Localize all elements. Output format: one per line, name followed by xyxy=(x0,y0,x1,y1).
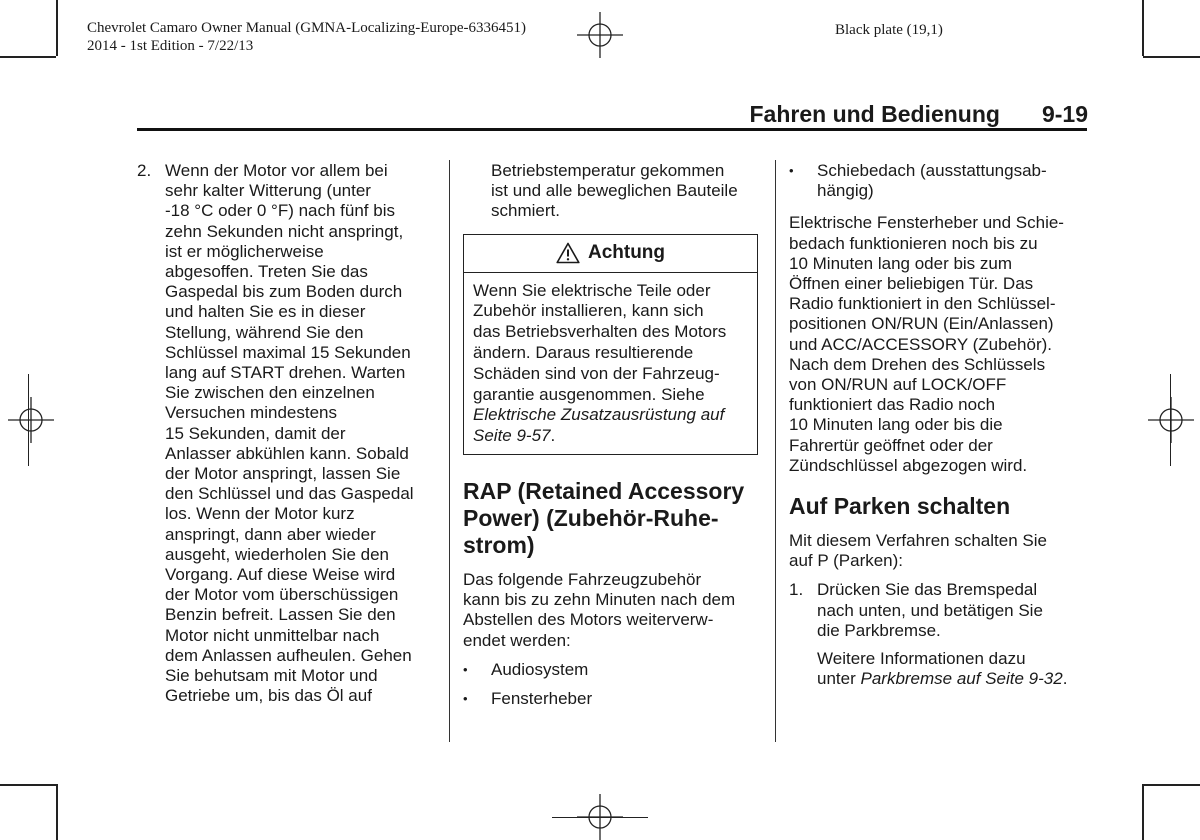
text-line: Sie behutsam mit Motor und xyxy=(165,666,378,686)
text-line: ausgeht, wiederholen Sie den xyxy=(165,544,389,564)
page-header xyxy=(750,101,1089,128)
crop-mark-bottom-left-v xyxy=(56,784,58,840)
text-line: von ON/RUN auf LOCK/OFF xyxy=(789,375,1007,395)
rap-paragraph xyxy=(789,213,1089,476)
text-line: Elektrische Fensterheber und Schie- xyxy=(789,213,1064,233)
text-line: Betriebstemperatur gekommen xyxy=(491,161,725,180)
crop-mark-top-right-h xyxy=(1143,56,1200,58)
column-divider-1 xyxy=(449,160,450,742)
bullet-text xyxy=(817,161,1089,201)
text-line: nach unten, und betätigen Sie xyxy=(817,600,1043,620)
text-line: Getriebe um, bis das Öl auf xyxy=(165,686,372,706)
text-line: die Parkbremse. xyxy=(817,620,941,640)
bullet-item xyxy=(463,660,763,680)
bullet-item xyxy=(463,689,763,709)
text-line: Drücken Sie das Bremspedal xyxy=(817,580,1038,600)
text-line: Zündschlüssel abgezogen wird. xyxy=(789,455,1028,475)
text-line: und ACC/ACCESSORY (Zubehör). xyxy=(789,334,1052,354)
text-line: Motor nicht unmittelbar nach xyxy=(165,625,380,645)
text-line: endet werden: xyxy=(463,630,571,650)
text-line xyxy=(817,669,1089,689)
text-line: -18 °C oder 0 °F) nach fünf bis xyxy=(165,201,395,221)
print-meta xyxy=(87,19,526,55)
warning-title: Achtung xyxy=(587,242,666,263)
bullet-text: Fensterheber xyxy=(491,689,593,708)
text-line: positionen ON/RUN (Ein/Anlassen) xyxy=(789,314,1054,334)
registration-side-mark-right xyxy=(1170,374,1171,466)
bullet-icon: • xyxy=(463,661,468,677)
column-3 xyxy=(789,161,1089,689)
warning-header xyxy=(464,235,757,273)
heading-line: Power) (Zubehör-Ruhe- xyxy=(463,504,719,531)
text-line: Sie zwischen den einzelnen xyxy=(165,383,375,403)
text-line: das Betriebsverhalten des Motors xyxy=(473,322,727,342)
crop-mark-top-left-h xyxy=(0,56,56,58)
text-line: Nach dem Drehen des Schlüssels xyxy=(789,354,1046,374)
text-line: auf P (Parken): xyxy=(789,551,904,571)
step-continuation xyxy=(463,161,763,222)
step-info xyxy=(789,649,1089,689)
text-line: Wenn Sie elektrische Teile oder xyxy=(473,280,711,300)
text-line: der Motor anspringt, lassen Sie xyxy=(165,464,401,484)
text-line: Fahrertür geöffnet oder der xyxy=(789,435,993,455)
punctuation: . xyxy=(550,426,556,446)
text-line: Versuchen mindestens xyxy=(165,403,337,423)
text-line: Schäden sind von der Fahrzeug- xyxy=(473,363,720,383)
plate-label: Black plate (19,1) xyxy=(835,22,943,38)
crop-mark-bottom-right-v xyxy=(1142,784,1144,840)
warning-triangle-icon xyxy=(556,242,580,264)
text-line: Vorgang. Auf diese Weise wird xyxy=(165,565,396,585)
text-line: abgesoffen. Treten Sie das xyxy=(165,262,368,282)
registration-mark-top-icon xyxy=(577,12,623,58)
print-meta-title: Chevrolet Camaro Owner Manual (GMNA-Localizing-Europe-6336451) xyxy=(87,20,527,36)
text-line: schmiert. xyxy=(491,201,560,221)
text-line: funktioniert das Radio noch xyxy=(789,395,996,415)
parken-intro xyxy=(789,531,1089,571)
text-line: 10 Minuten lang oder bis die xyxy=(789,415,1003,435)
text-line: und halten Sie es in dieser xyxy=(165,302,366,322)
step-number: 1. xyxy=(789,580,804,600)
text-line: bedach funktionieren noch bis zu xyxy=(789,233,1038,253)
bullet-text: Audiosystem xyxy=(491,659,589,679)
text-line: 15 Sekunden, damit der xyxy=(165,423,346,443)
warning-body xyxy=(464,273,757,454)
text-line: zehn Sekunden nicht anspringt, xyxy=(165,221,404,241)
text-line: Wenn der Motor vor allem bei xyxy=(165,161,388,180)
text-line: ist und alle beweglichen Bauteile xyxy=(491,181,738,201)
registration-mark-left-icon xyxy=(8,397,54,443)
bullet-icon: • xyxy=(463,691,468,706)
text-line: Abstellen des Motors weiterverw- xyxy=(463,610,714,630)
text-line: Gaspedal bis zum Boden durch xyxy=(165,282,403,302)
punctuation: . xyxy=(1062,669,1068,689)
cross-reference-link[interactable]: Elektrische Zusatzausrüstung auf xyxy=(473,405,725,425)
text-line: 10 Minuten lang oder bis zum xyxy=(789,253,1013,273)
text-prefix: unter xyxy=(817,669,861,689)
heading-line: strom) xyxy=(463,531,535,558)
bullet-item xyxy=(789,161,1089,201)
rap-intro xyxy=(463,570,763,651)
crop-mark-bottom-right-h xyxy=(1143,784,1200,786)
text-line: anspringt, dann aber wieder xyxy=(165,524,376,544)
registration-side-mark-bottom xyxy=(552,817,648,818)
text-line: Zubehör installieren, kann sich xyxy=(473,301,704,321)
text-line: ändern. Daraus resultierende xyxy=(473,343,694,362)
text-line: kann bis zu zehn Minuten nach dem xyxy=(463,590,736,610)
step-1 xyxy=(789,580,1089,641)
text-line: Anlasser abkühlen kann. Sobald xyxy=(165,443,409,463)
text-line: Schiebedach (ausstattungsab- xyxy=(817,161,1047,180)
heading-line: RAP (Retained Accessory xyxy=(463,477,745,504)
step-number: 2. xyxy=(137,161,152,180)
registration-side-mark-left xyxy=(28,374,29,466)
crop-mark-bottom-left-h xyxy=(0,784,56,786)
page-number: 9-19 xyxy=(1041,101,1088,127)
section-heading-parken: Auf Parken schalten xyxy=(789,493,1011,520)
text-line: dem Anlassen aufheulen. Gehen xyxy=(165,645,412,665)
column-1 xyxy=(137,161,437,706)
bullet-icon: • xyxy=(789,163,794,178)
text-line: Benzin befreit. Lassen Sie den xyxy=(165,605,396,625)
text-line: los. Wenn der Motor kurz xyxy=(165,504,355,524)
text-line: Schlüssel maximal 15 Sekunden xyxy=(165,342,411,362)
header-rule xyxy=(137,128,1087,131)
text-line: Weitere Informationen dazu xyxy=(817,649,1026,669)
cross-reference-link[interactable]: Parkbremse auf Seite 9-32 xyxy=(860,669,1063,689)
text-line: Mit diesem Verfahren schalten Sie xyxy=(789,531,1047,551)
cross-reference-link[interactable]: Seite 9-57 xyxy=(473,426,551,446)
column-2 xyxy=(463,161,763,709)
step-text xyxy=(817,580,1089,641)
text-line xyxy=(473,426,748,447)
text-line: den Schlüssel und das Gaspedal xyxy=(165,484,414,504)
text-line: lang auf START drehen. Warten xyxy=(165,363,406,383)
section-title: Fahren und Bedienung xyxy=(749,101,1000,127)
crop-mark-top-right-v xyxy=(1142,0,1144,56)
text-line: Radio funktioniert in den Schlüssel- xyxy=(789,294,1056,314)
text-line: Das folgende Fahrzeugzubehör xyxy=(463,569,702,589)
text-line: der Motor vom überschüssigen xyxy=(165,585,399,605)
step-text xyxy=(165,161,437,706)
crop-mark-top-left-v xyxy=(56,0,58,56)
text-line: hängig) xyxy=(817,181,874,201)
column-divider-2 xyxy=(775,160,776,742)
text-line: Öffnen einer beliebigen Tür. Das xyxy=(789,274,1034,294)
section-heading-rap xyxy=(463,478,763,559)
text-line: ist er möglicherweise xyxy=(165,241,324,261)
print-meta-edition: 2014 - 1st Edition - 7/22/13 xyxy=(87,38,254,54)
step-2 xyxy=(137,161,437,706)
warning-box xyxy=(463,234,758,455)
text-line: sehr kalter Witterung (unter xyxy=(165,181,371,201)
text-line: Stellung, während Sie den xyxy=(165,322,364,342)
text-line: garantie ausgenommen. Siehe xyxy=(473,384,705,404)
